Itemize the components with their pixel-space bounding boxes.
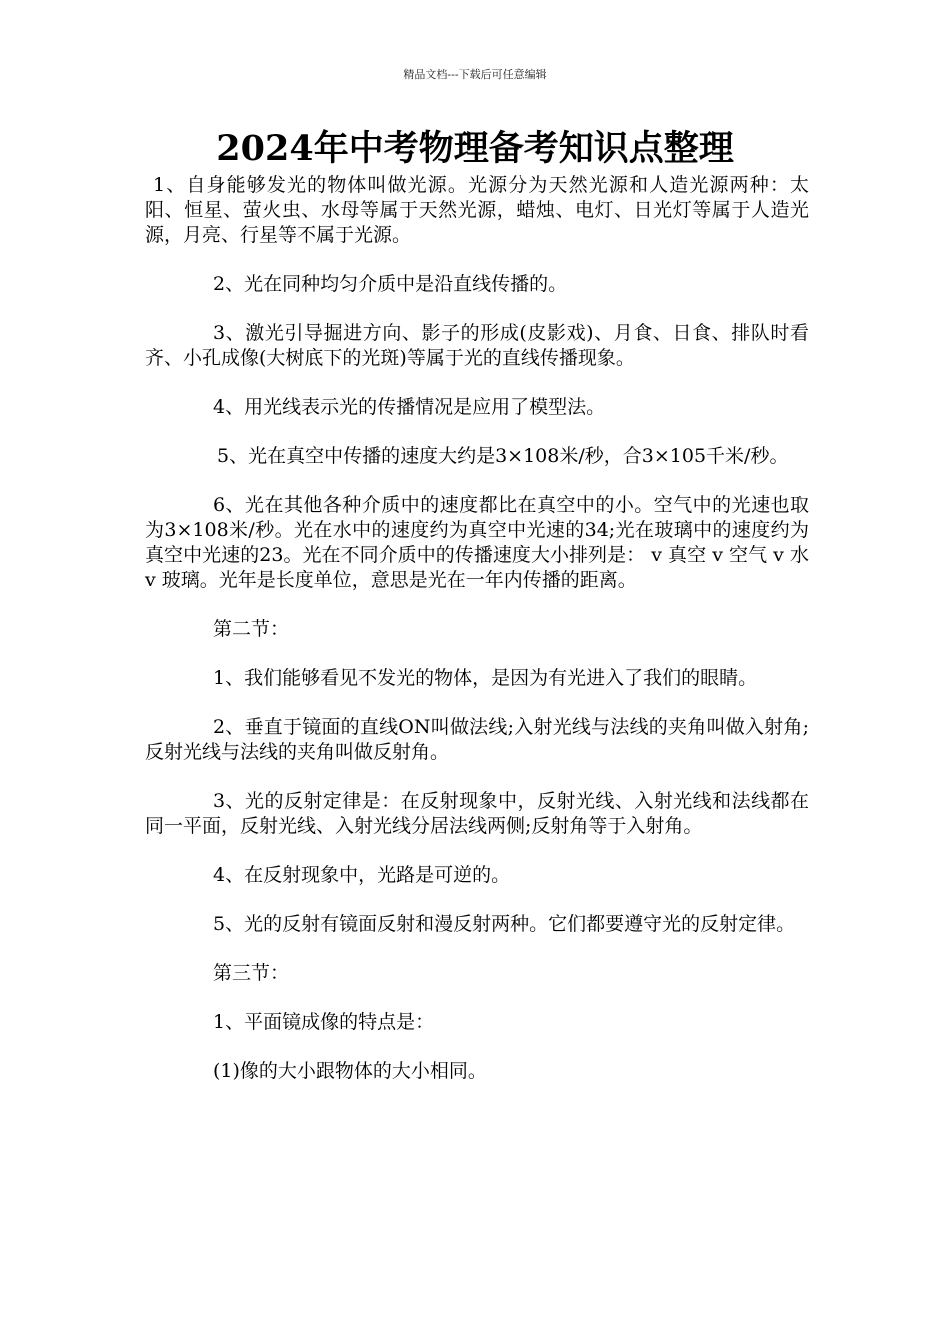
paragraph-reflection-types: 5、光的反射有镜面反射和漫反射两种。它们都要遵守光的反射定律。 [213, 913, 796, 935]
paragraph-reversible-path: 4、在反射现象中，光路是可逆的。 [213, 864, 511, 886]
paragraph-speed-in-media: 6、光在其他各种介质中的速度都比在真空中的小。空气中的光速也取为3×108米/秒。光在水中的速度约为真空中光速的34;光在玻璃中的速度约为真空中光速的23。光在不同介质中的传播速度大小排列是： v 真空 v 空气 v 水 v 玻璃。光年是长度单位，意思是光在一年内传播的距离。 [145, 494, 809, 591]
paragraph-image-size: (1)像的大小跟物体的大小相同。 [213, 1060, 487, 1082]
paragraph-normal-line: 2、垂直于镜面的直线ON叫做法线;入射光线与法线的夹角叫做入射角;反射光线与法线的夹角叫做反射角。 [145, 716, 809, 763]
document-title: 2024年中考物理备考知识点整理 [216, 128, 734, 169]
section-heading-2: 第二节： [213, 618, 290, 640]
paragraph-reflection-law: 3、光的反射定律是：在反射现象中，反射光线、入射光线和法线都在同一平面，反射光线、入射光线分居法线两侧;反射角等于入射角。 [145, 790, 809, 837]
paragraph-straight-line: 2、光在同种均匀介质中是沿直线传播的。 [213, 273, 568, 295]
paragraph-straight-line-phenomena: 3、激光引导掘进方向、影子的形成(皮影戏)、月食、日食、排队时看齐、小孔成像(大树底下的光斑)等属于光的直线传播现象。 [145, 322, 809, 369]
paragraph-mirror-features: 1、平面镜成像的特点是： [213, 1011, 435, 1033]
section-heading-3: 第三节： [213, 962, 290, 984]
document-body [145, 173, 809, 1108]
paragraph-model-method: 4、用光线表示光的传播情况是应用了模型法。 [213, 396, 606, 418]
paragraph-light-source: 1、自身能够发光的物体叫做光源。光源分为天然光源和人造光源两种：太阳、恒星、萤火虫、水母等属于天然光源，蜡烛、电灯、日光灯等属于人造光源，月亮、行星等不属于光源。 [145, 174, 809, 246]
page-header-note: 精品文档---下载后可任意编辑 [403, 68, 547, 81]
paragraph-seeing-objects: 1、我们能够看见不发光的物体，是因为有光进入了我们的眼睛。 [213, 667, 758, 689]
paragraph-speed-of-light: 5、光在真空中传播的速度大约是3×108米/秒，合3×105千米/秒。 [217, 445, 789, 467]
